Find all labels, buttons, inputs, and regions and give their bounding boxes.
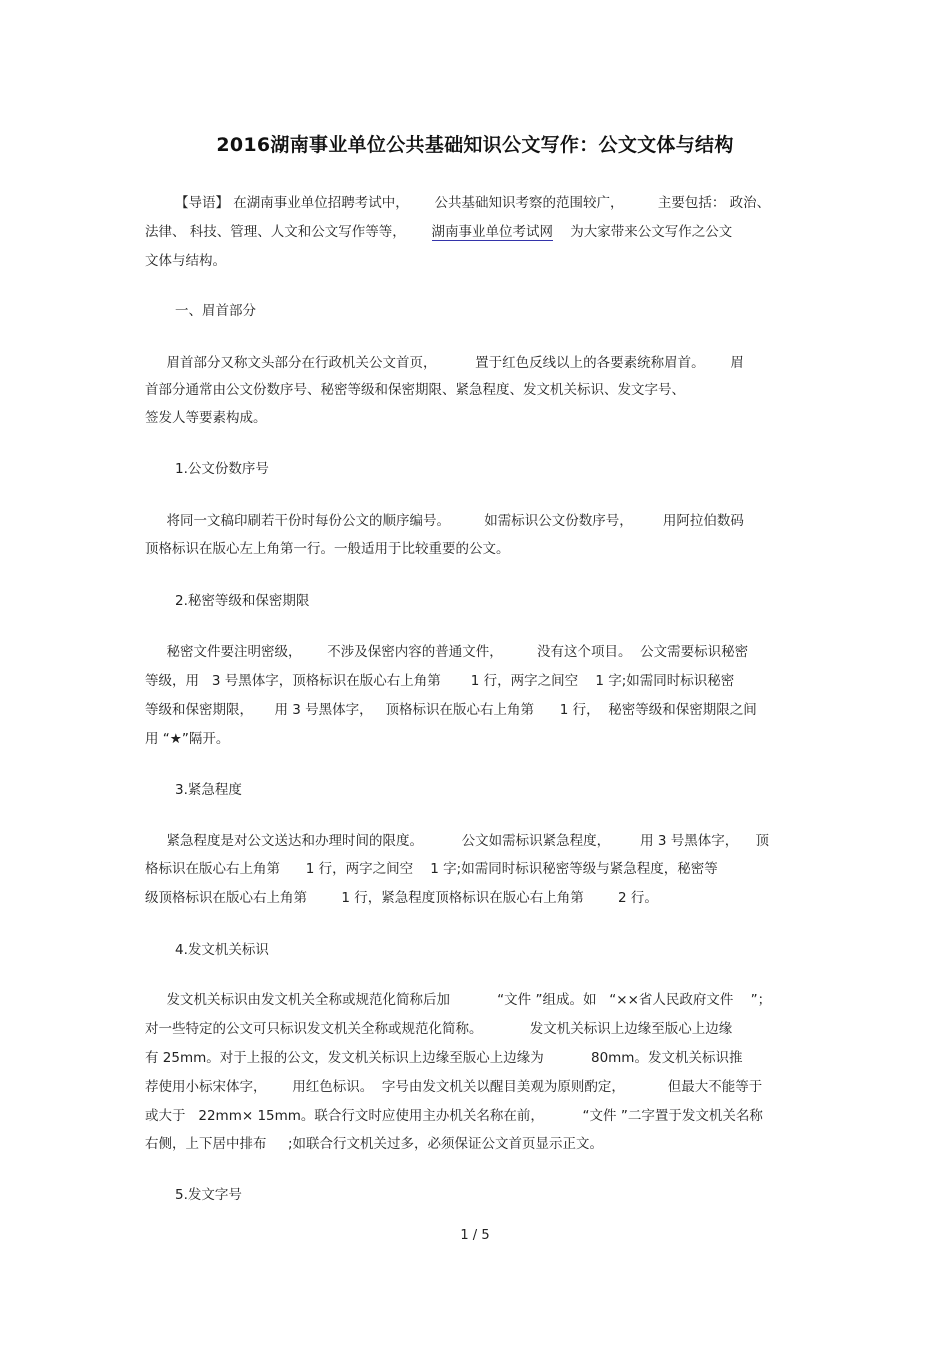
paragraph-line: 秘密文件要注明密级， 不涉及保密内容的普通文件， 没有这个项目。 公文需要标识秘密 bbox=[145, 644, 749, 660]
paragraph-line: 紧急程度是对公文送达和办理时间的限度。 公文如需标识紧急程度， 用 3 号黑体字， 顶 bbox=[145, 833, 769, 849]
intro-line-2 bbox=[145, 223, 732, 241]
section-heading: 4.发文机关标识 bbox=[175, 942, 269, 958]
exam-site-link[interactable]: 湖南事业单位考试网 bbox=[431, 224, 554, 240]
intro-line-3: 文体与结构。 bbox=[145, 253, 226, 269]
paragraph-line: 右侧，上下居中排布 ;如联合行文机关过多，必须保证公文首页显示正文。 bbox=[145, 1136, 604, 1152]
paragraph-line: 或大于 22mm× 15mm。联合行文时应使用主办机关名称在前， “文件 ”二字置于发文机关名称 bbox=[145, 1108, 763, 1124]
paragraph-line: 首部分通常由公文份数序号、秘密等级和保密期限、紧急程度、发文机关标识、发文字号、 bbox=[145, 382, 685, 398]
paragraph-line: 顶格标识在版心左上角第一行。一般适用于比较重要的公文。 bbox=[145, 541, 510, 557]
paragraph-line: 签发人等要素构成。 bbox=[145, 410, 267, 426]
intro-text-2a: 法律、 科技、管理、人文和公文写作等等， bbox=[145, 224, 432, 240]
intro-line-1: 【导语】 在湖南事业单位招聘考试中， 公共基础知识考察的范围较广， 主要包括： 政治、 bbox=[175, 195, 771, 211]
paragraph-line: 等级，用 3 号黑体字，顶格标识在版心右上角第 1 行，两字之间空 1 字;如需同时标识秘密 bbox=[145, 673, 735, 689]
intro-text-2b: 为大家带来公文写作之公文 bbox=[553, 224, 733, 240]
paragraph-line: 级顶格标识在版心右上角第 1 行，紧急程度顶格标识在版心右上角第 2 行。 bbox=[145, 890, 658, 906]
section-heading: 3.紧急程度 bbox=[175, 782, 242, 798]
paragraph-line: 荐使用小标宋体字， 用红色标识。 字号由发文机关以醒目美观为原则酌定， 但最大不能等于 bbox=[145, 1079, 763, 1095]
paragraph-line: 发文机关标识由发文机关全称或规范化简称后加 “文件 ”组成。如 “××省人民政府文件 ”； bbox=[145, 992, 772, 1008]
paragraph-line: 等级和保密期限， 用 3 号黑体字， 顶格标识在版心右上角第 1 行， 秘密等级和保密期限之间 bbox=[145, 702, 757, 718]
paragraph-line: 有 25mm。对于上报的公文，发文机关标识上边缘至版心上边缘为 80mm。发文机关标识推 bbox=[145, 1050, 743, 1066]
page-number: 1 / 5 bbox=[460, 1228, 490, 1243]
paragraph-line: 将同一文稿印刷若干份时每份公文的顺序编号。 如需标识公文份数序号， 用阿拉伯数码 bbox=[145, 513, 744, 529]
page-title: 2016湖南事业单位公共基础知识公文写作：公文文体与结构 bbox=[216, 134, 734, 156]
paragraph-line: 眉首部分又称文头部分在行政机关公文首页， 置于红色反线以上的各要素统称眉首。 眉 bbox=[145, 355, 744, 371]
paragraph-line: 格标识在版心右上角第 1 行，两字之间空 1 字;如需同时标识秘密等级与紧急程度，秘密等 bbox=[145, 861, 718, 877]
section-heading: 1.公文份数序号 bbox=[175, 461, 269, 477]
paragraph-line: 用 “★”隔开。 bbox=[145, 731, 230, 747]
section-heading: 5.发文字号 bbox=[175, 1187, 242, 1203]
paragraph-line: 对一些特定的公文可只标识发文机关全称或规范化简称。 发文机关标识上边缘至版心上边缘 bbox=[145, 1021, 733, 1037]
section-heading: 一、眉首部分 bbox=[175, 303, 256, 319]
section-heading: 2.秘密等级和保密期限 bbox=[175, 593, 310, 609]
